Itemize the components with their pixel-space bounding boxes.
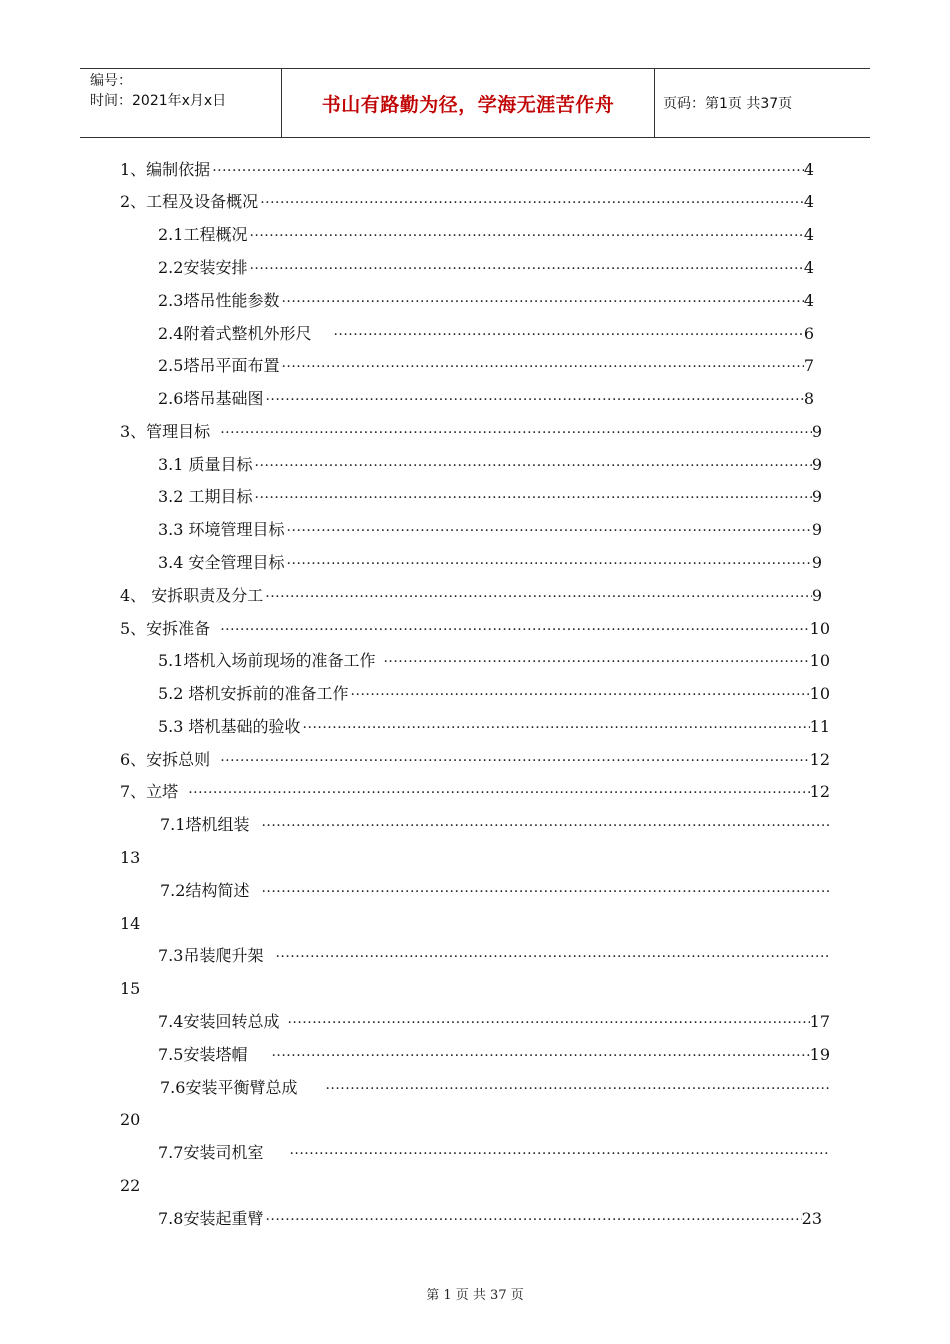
time-label: 时间：2021年x月x日 (90, 93, 227, 109)
toc-entry-label: 5.1塔机入场前现场的准备工作 (158, 651, 376, 670)
toc-entry-page: 4 (803, 291, 814, 310)
toc-entry[interactable] (158, 714, 830, 740)
header-meta (80, 69, 282, 137)
toc-leader-dots (263, 1141, 830, 1167)
toc-leader-dots (178, 780, 809, 806)
toc-entry[interactable] (120, 157, 814, 183)
toc-entry-label: 2.1工程概况 (158, 225, 248, 244)
toc-entry-label: 5、安拆准备 (120, 619, 211, 638)
toc-entry[interactable] (158, 386, 814, 412)
toc-entry-page: 9 (811, 520, 822, 539)
toc-entry-page: 12 (809, 782, 830, 801)
toc-leader-dots (263, 944, 830, 970)
toc-entry-page: 23 (801, 1209, 822, 1228)
toc-leader-dots (279, 354, 803, 380)
toc-leader-dots (279, 289, 803, 315)
toc-entry[interactable] (158, 1009, 830, 1035)
toc-entry-page: 4 (803, 258, 814, 277)
toc-leader-dots (210, 617, 809, 643)
toc-entry-page: 9 (811, 586, 822, 605)
toc-leader-dots (253, 453, 812, 479)
toc-entry-page: 13 (120, 848, 141, 867)
toc-entry-page: 10 (809, 619, 830, 638)
toc-entry-label: 3.4 安全管理目标 (158, 553, 285, 572)
toc-entry[interactable] (158, 452, 822, 478)
header-page-info: 页码：第1页 共37页 (663, 96, 793, 112)
toc-entry-label: 7.8安装起重臂 (158, 1209, 264, 1228)
toc-leader-dots (349, 682, 810, 708)
toc-entry-label: 6、安拆总则 (120, 750, 211, 769)
toc-entry-page: 22 (120, 1176, 141, 1195)
toc-entry-page: 15 (120, 979, 141, 998)
toc-entry-label: 2.4附着式整机外形尺 (158, 324, 312, 343)
toc-entry[interactable] (120, 583, 822, 609)
header-page-info-cell (655, 69, 870, 137)
toc-entry-page: 17 (809, 1012, 830, 1031)
toc-entry[interactable] (160, 812, 830, 838)
toc-entry-label: 1、编制依据 (120, 160, 211, 179)
toc-entry-label: 3.2 工期目标 (158, 487, 253, 506)
toc-leader-dots (285, 518, 812, 544)
toc-leader-dots (249, 879, 830, 905)
toc-entry[interactable] (120, 419, 822, 445)
toc-leader-dots (311, 322, 803, 348)
toc-leader-dots (247, 1043, 809, 1069)
toc-entry-page: 9 (811, 422, 822, 441)
toc-entry-label: 7.3吊装爬升架 (158, 946, 264, 965)
toc-entry[interactable] (120, 616, 830, 642)
toc-entry-page: 11 (809, 717, 830, 736)
toc-leader-dots (210, 748, 809, 774)
toc-entry-page: 7 (803, 356, 814, 375)
toc-entry-label: 4、 安拆职责及分工 (120, 586, 264, 605)
toc-leader-dots (375, 649, 809, 675)
toc-entry[interactable] (158, 681, 830, 707)
toc-entry[interactable] (160, 1075, 830, 1101)
header-slogan: 书山有路勤为径，学海无涯苦作舟 (321, 93, 615, 116)
toc-entry-page: 12 (809, 750, 830, 769)
toc-entry[interactable] (120, 779, 830, 805)
toc-entry-page: 9 (811, 553, 822, 572)
header-slogan-cell (282, 69, 655, 137)
toc-entry-label: 7、立塔 (120, 782, 179, 801)
toc-leader-dots (285, 551, 812, 577)
toc-leader-dots (279, 1010, 809, 1036)
toc-entry-label: 3、管理目标 (120, 422, 211, 441)
toc-entry[interactable] (158, 255, 814, 281)
toc-entry-label: 7.7安装司机室 (158, 1143, 264, 1162)
page-footer: 第 1 页 共 37 页 (426, 1288, 524, 1303)
toc-entry-label: 5.3 塔机基础的验收 (158, 717, 301, 736)
toc-entry[interactable] (158, 1042, 830, 1068)
toc-leader-dots (258, 190, 804, 216)
toc-leader-dots (247, 256, 803, 282)
toc-entry[interactable] (158, 288, 814, 314)
document-header (80, 68, 870, 138)
toc-leader-dots (253, 485, 812, 511)
toc-entry-page: 9 (811, 487, 822, 506)
toc-leader-dots (247, 223, 803, 249)
toc-leader-dots (263, 387, 803, 413)
toc-entry-label: 3.3 环境管理目标 (158, 520, 285, 539)
toc-entry-label: 2.2安装安排 (158, 258, 248, 277)
toc-entry[interactable] (158, 517, 822, 543)
toc-entry-label: 2.5塔吊平面布置 (158, 356, 280, 375)
toc-entry-page: 6 (803, 324, 814, 343)
toc-entry-label: 7.1塔机组装 (160, 815, 250, 834)
toc-leader-dots (210, 158, 804, 184)
toc-entry[interactable] (158, 648, 830, 674)
toc-leader-dots (263, 1207, 801, 1233)
toc-entry[interactable] (160, 878, 830, 904)
toc-leader-dots (297, 1076, 830, 1102)
toc-entry-page: 10 (809, 684, 830, 703)
toc-entry-page: 20 (120, 1110, 141, 1129)
toc-entry-page: 4 (803, 160, 814, 179)
toc-entry[interactable] (158, 222, 814, 248)
toc-entry[interactable] (158, 321, 814, 347)
toc-entry[interactable] (158, 353, 814, 379)
toc-entry-page: 9 (811, 455, 822, 474)
toc-entry-label: 7.6安装平衡臂总成 (160, 1078, 298, 1097)
toc-entry-page: 10 (809, 651, 830, 670)
toc-entry-label: 7.4安装回转总成 (158, 1012, 280, 1031)
toc-entry-label: 7.2结构简述 (160, 881, 250, 900)
toc-entry-page: 19 (809, 1045, 830, 1064)
toc-entry-label: 2.3塔吊性能参数 (158, 291, 280, 310)
toc-entry[interactable] (120, 747, 830, 773)
toc-entry-page: 8 (803, 389, 814, 408)
toc-leader-dots (249, 813, 830, 839)
toc-leader-dots (210, 420, 812, 446)
toc-entry[interactable] (120, 189, 814, 215)
toc-entry[interactable] (158, 1206, 822, 1232)
toc-entry-page: 4 (803, 192, 814, 211)
toc-entry-page: 4 (803, 225, 814, 244)
toc-entry-label: 2、工程及设备概况 (120, 192, 259, 211)
toc-leader-dots (263, 584, 812, 610)
toc-entry-label: 5.2 塔机安拆前的准备工作 (158, 684, 349, 703)
toc-entry[interactable] (158, 1140, 830, 1166)
toc-entry-label: 2.6塔吊基础图 (158, 389, 264, 408)
number-label: 编号： (90, 73, 132, 89)
toc-entry[interactable] (158, 484, 822, 510)
toc-entry-label: 7.5安装塔帽 (158, 1045, 248, 1064)
toc-entry-label: 3.1 质量目标 (158, 455, 253, 474)
toc-entry-page: 14 (120, 914, 141, 933)
toc-entry[interactable] (158, 943, 830, 969)
toc-leader-dots (301, 715, 810, 741)
toc-entry[interactable] (158, 550, 822, 576)
